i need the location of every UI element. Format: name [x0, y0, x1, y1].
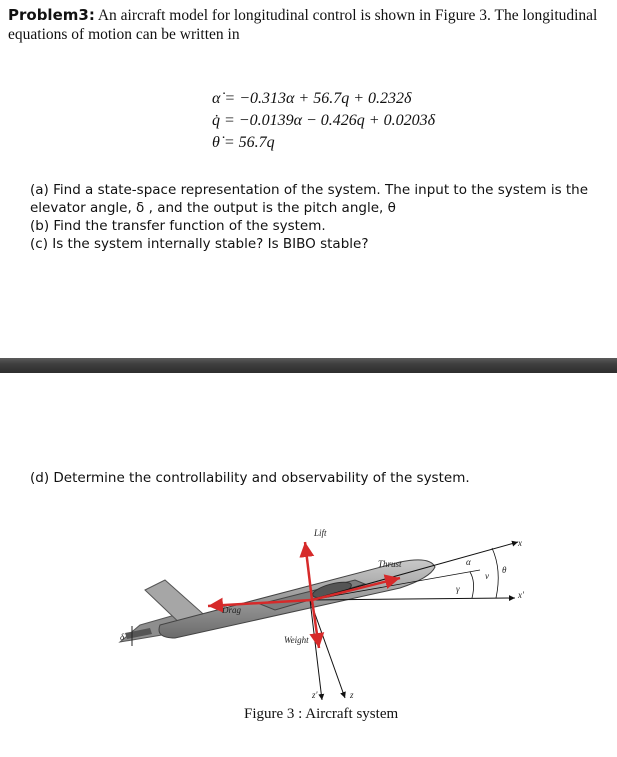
- label-theta: θ: [502, 565, 507, 575]
- question-a-line2: elevator angle, δ , and the output is the pitch angle, θ: [30, 200, 396, 216]
- problem-intro: An aircraft model for longitudinal control is shown in Figure 3. The longitudinal equations of motion can be written in: [8, 7, 598, 43]
- label-x-prime: x': [518, 590, 524, 600]
- questions-block: [30, 181, 610, 253]
- label-z: z: [350, 690, 354, 700]
- problem-statement: [8, 6, 608, 44]
- question-a-line1: (a) Find a state-space representation of the system. The input to the system is the: [30, 182, 589, 198]
- label-delta: δ: [120, 632, 125, 642]
- section-divider: [0, 358, 617, 373]
- z-prime-axis-line: [310, 600, 322, 700]
- label-gamma: γ: [456, 584, 460, 594]
- label-x: x: [518, 538, 522, 548]
- aircraft-figure: [100, 520, 560, 720]
- figure-caption: Figure 3 : Aircraft system: [244, 706, 399, 722]
- problem-heading: Problem3:: [8, 6, 95, 24]
- equation-theta: θ̇ = 56.7q: [212, 134, 275, 151]
- question-d: (d) Determine the controllability and observability of the system.: [30, 470, 470, 486]
- equation-q: q̇ = −0.0139α − 0.426q + 0.0203δ: [212, 112, 436, 129]
- label-drag: Drag: [222, 605, 242, 615]
- question-b: (b) Find the transfer function of the system.: [30, 218, 326, 234]
- label-weight: Weight: [284, 635, 309, 645]
- label-thrust: Thrust: [378, 559, 402, 569]
- label-z-prime: z': [312, 690, 318, 700]
- equation-alpha: α̇ = −0.313α + 56.7q + 0.232δ: [212, 90, 412, 107]
- label-alpha: α: [466, 557, 471, 567]
- label-lift: Lift: [314, 528, 327, 538]
- label-v: v: [485, 571, 489, 581]
- question-c: (c) Is the system internally stable? Is BIBO stable?: [30, 236, 369, 252]
- equations-block: [212, 88, 435, 154]
